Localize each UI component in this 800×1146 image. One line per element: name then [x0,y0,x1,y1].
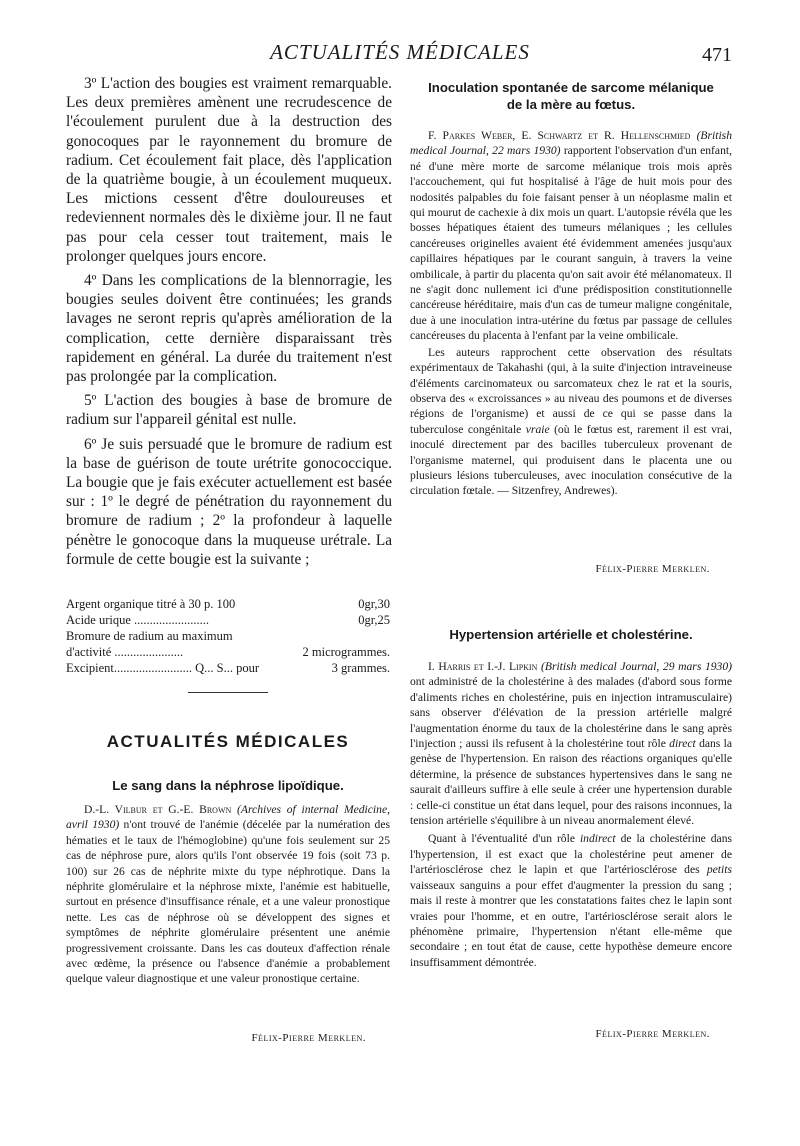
article-body [66,802,390,987]
paragraph-point-4: 4º Dans les complications de la blennorragie, les bougies seules doivent être continuées; les grands lavages ne seront repris qu'après amélioration de la complication, cette dernière disparaissant très rapidement en général. La durée du traitement n'est pas prolongée par la complication. [66,272,392,386]
formula-quantity: 0gr,25 [358,613,390,627]
article-source: (British medical Journal, 22 mars 1930) [410,129,732,158]
article-body: Les auteurs rapprochent cette observation des résultats expérimentaux de Takahashi (qui, à la suite d'injection intraveineuse d'éléments carcinomateux ou sarcomateux chez le rat et la souris, observa des « excroissances » au niveau des poumons et de diverses régions de l'organisme) et aussi de ce qui se passe dans la tuberculose congénitale vraie (où le fœtus est, rarement il est vrai, inoculé directement par des bacilles tuberculeux provenant de l'organisme maternel, qui produisent dans le placenta une ou plusieurs lésions tuberculeuses, avec inoculation consécutive de la circulation fœtale. — Sitzenfrey, Andrewes). [410,345,732,498]
formula-quantity: 2 microgrammes. [302,645,390,659]
formula-quantity: 0gr,30 [358,597,390,611]
article-text: n'ont trouvé de l'anémie (décelée par la numération des hématies et le taux de l'hémoglobine) qu'une fois seulement sur 25 cas de néphrose pure, alors qu'ils l'ont observée 19 fois (soit 73 p. 100) sur 26 cas de néphrite mixte du type néphrotique. Dans la néphrite glomérulaire et la néphrose mixte, l'anémie est habituelle, surtout en présence d'insuffisance rénale, et a une valeur pronostique nette. Les cas de néphrose où se développent des signes et symptômes de néphrite glomérulaire présentent une anémie progressivement croissante. Dans les cas douteux d'affection rénale avec œdème, la présence ou l'absence d'anémie a probablement quelque valeur diagnostique et une valeur pronostique certaine. [66,818,390,986]
article-authors: I. Harris et I.-J. Lipkin [428,660,538,673]
article-title: Hypertension artérielle et cholestérine. [449,627,693,642]
article-title: Le sang dans la néphrose lipoïdique. [112,778,344,793]
article-body [410,128,732,344]
signature: Félix-Pierre Merklen. [251,1032,366,1044]
formula-ingredient: d'activité ...................... [66,645,184,659]
paragraph-point-6: 6º Je suis persuadé que le bromure de radium est la base de guérison de toute urétrite gonococcique. La bougie que je fais exécuter actuellement est basée sur : 1º le degré de pénétration du rayonnement du bromure de radium ; 2º la profondeur à laquelle pénètre le gonocoque dans la muqueuse urétrale. La formule de cette bougie est la suivante ; [66,435,392,568]
article-title: Inoculation spontanée de sarcome mélanique de la mère au fœtus. [428,80,714,112]
article-authors: F. Parkes Weber, E. Schwartz et R. Hellenschmied [428,129,691,142]
article-source: (British medical Journal, 29 mars 1930) [541,660,732,673]
formula-quantity: 3 grammes. [331,661,390,675]
formula-ingredient: Excipient......................... Q... S... pour [66,661,260,675]
article-body: I. Harris et I.-J. Lipkin (British medical Journal, 29 mars 1930) ont administré de la cholestérine à des malades (d'abord sous forme d'aliments riches en cholestérine, puis en injection intramusculaire) sans observer d'élévation de la pression artérielle malgré l'augmentation énorme du taux de la cholestérine dans le sang après l'injection ; aussi ils refusent à la cholestérine tout rôle direct dans la genèse de l'hypertension. En raison des réactions organiques qu'elle détermine, la présence de substances hypertensives dans le sang ne saurait d'ailleurs suffire à elle seule à créer une hypertension durable : celle-ci constitue un état dans lequel, pour des raisons inconnues, la tension artérielle s'équilibre à un niveau anormalement élevé. [410,660,732,828]
left-column [66,74,392,569]
section-divider [188,692,268,693]
paragraph-point-3: 3º L'action des bougies est vraiment remarquable. Les deux premières amènent une recrudescence de l'écoulement purulent due à la destruction des gonocoques par le rayonnement du bromure de radium. Cet écoulement fait place, dès l'application de la quatrième bougie, à un écoulement muqueux. Les mictions cessent d'être douloureuses et redeviennent normales dès le dixième jour. Il ne faut pas pour cela cesser tout traitement, mais le prolonger quelques jours encore. [66,75,392,265]
article-authors: D.-L. Vilbur et G.-E. Brown [84,803,232,816]
running-header-title: ACTUALITÉS MÉDICALES [270,40,530,64]
article-source: (Archives of internal Medicine, avril 1930) [66,803,390,832]
paragraph-point-5: 5º L'action des bougies à base de bromure de radium sur l'appareil génital est nulle. [66,392,392,429]
formula-ingredient: Acide urique ........................ [66,613,210,627]
section-title: ACTUALITÉS MÉDICALES [106,732,350,751]
bougie-formula [66,596,390,676]
signature: Félix-Pierre Merklen. [595,1028,710,1040]
formula-ingredient: Argent organique titré à 30 p. 100 [66,597,236,611]
article-text: rapportent l'observation d'un enfant, né d'une mère morte de sarcome mélanique trois mois après l'accouchement, qui fut hospitalisé à l'âge de huit mois pour des nodosités palpables du foie faisant penser à un néoplasme malin et qui mourut de cachexie à dix mois un quart. L'autopsie révéla que les bosses hépatiques étaient des tumeurs mélaniques ; les cellules cancéreuses originelles avaient été évidemment amenées jusqu'aux capillaires hépatiques par le courant sanguin, à travers la veine ombilicale, à partir du placenta qu'on sait avoir été mélanomateux. Il ne s'agit donc nullement ici d'une prédisposition constitutionnelle cancéreuse héréditaire, mais d'un cas de tumeur maligne congénitale, due à une inoculation intra-utérine du fœtus par passage de cellules cancéreuses du placenta à l'enfant par la veine ombilicale. [410,144,732,343]
formula-ingredient: Bromure de radium au maximum [66,629,233,643]
signature: Félix-Pierre Merklen. [595,563,710,575]
page-number: 471 [702,44,732,66]
article-body: Quant à l'éventualité d'un rôle indirect de la cholestérine dans l'hypertension, il est exact que la cholestérine peut amener de l'artériosclérose chez le lapin et que l'artériosclérose des petits vaisseaux sanguins a pour effet d'augmenter la pression du sang ; mais il reste à montrer que les constatations faites chez le lapin sont vraies pour l'homme, et en outre, l'artériosclérose serait alors le phénomène primaire, l'hypertension n'étant elle-même que secondaire ; en tout état de cause, cette hypothèse demeure encore insuffisamment démontrée. [410,832,733,969]
